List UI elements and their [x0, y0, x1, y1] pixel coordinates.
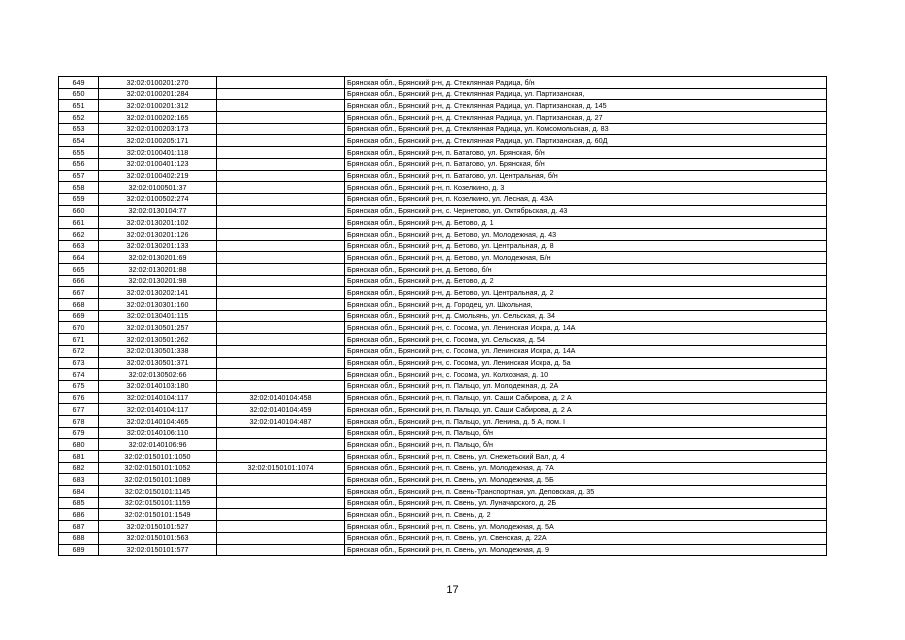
table-row — [59, 275, 827, 287]
address-cell: Брянская обл., Брянский р-н, п. Козелкино, д. 3 — [345, 182, 827, 194]
related-cadastral-number-cell — [217, 88, 345, 100]
cadastral-number-cell: 32:02:0130501:338 — [99, 345, 217, 357]
row-number-cell: 651 — [59, 100, 99, 112]
row-number-cell: 674 — [59, 369, 99, 381]
row-number-cell: 684 — [59, 486, 99, 498]
cadastral-number-cell: 32:02:0130501:262 — [99, 334, 217, 346]
related-cadastral-number-cell — [217, 100, 345, 112]
cadastral-number-cell: 32:02:0150101:577 — [99, 544, 217, 556]
address-cell: Брянская обл., Брянский р-н, п. Пальцо, ул. Молодежная, д. 2А — [345, 380, 827, 392]
related-cadastral-number-cell — [217, 521, 345, 533]
table-row — [59, 205, 827, 217]
cadastral-number-cell: 32:02:0130201:133 — [99, 240, 217, 252]
related-cadastral-number-cell — [217, 299, 345, 311]
table-row — [59, 509, 827, 521]
address-cell: Брянская обл., Брянский р-н, п. Пальцо, ул. Ленина, д. 5 А, пом. I — [345, 415, 827, 427]
cadastral-number-cell: 32:02:0140106:110 — [99, 427, 217, 439]
table-row — [59, 112, 827, 124]
table-row — [59, 158, 827, 170]
address-cell: Брянская обл., Брянский р-н, п. Пальцо, ул. Саши Сабирова, д. 2 А — [345, 392, 827, 404]
address-cell: Брянская обл., Брянский р-н, п. Свень, ул. Молодежная, д. 5Б — [345, 474, 827, 486]
table-row — [59, 345, 827, 357]
table-row — [59, 451, 827, 463]
cadastral-number-cell: 32:02:0100401:118 — [99, 147, 217, 159]
row-number-cell: 667 — [59, 287, 99, 299]
table-row — [59, 380, 827, 392]
table-row — [59, 334, 827, 346]
related-cadastral-number-cell — [217, 357, 345, 369]
related-cadastral-number-cell — [217, 228, 345, 240]
related-cadastral-number-cell — [217, 345, 345, 357]
address-cell: Брянская обл., Брянский р-н, д. Бетово, б/н — [345, 264, 827, 276]
related-cadastral-number-cell — [217, 193, 345, 205]
row-number-cell: 663 — [59, 240, 99, 252]
cadastral-number-cell: 32:02:0100501:37 — [99, 182, 217, 194]
related-cadastral-number-cell — [217, 334, 345, 346]
table-row — [59, 544, 827, 556]
related-cadastral-number-cell — [217, 123, 345, 135]
cadastral-number-cell: 32:02:0130201:126 — [99, 228, 217, 240]
address-cell: Брянская обл., Брянский р-н, с. Госома, ул. Ленинская Искра, д. 14А — [345, 322, 827, 334]
address-cell: Брянская обл., Брянский р-н, с. Госома, ул. Колхозная, д. 10 — [345, 369, 827, 381]
table-row — [59, 357, 827, 369]
table-row — [59, 299, 827, 311]
cadastral-number-cell: 32:02:0140104:117 — [99, 404, 217, 416]
table-row — [59, 170, 827, 182]
table-row — [59, 193, 827, 205]
cadastral-number-cell: 32:02:0100202:165 — [99, 112, 217, 124]
related-cadastral-number-cell — [217, 544, 345, 556]
cadastral-number-cell: 32:02:0150101:1050 — [99, 451, 217, 463]
row-number-cell: 669 — [59, 310, 99, 322]
cadastral-number-cell: 32:02:0100203:173 — [99, 123, 217, 135]
address-cell: Брянская обл., Брянский р-н, п. Пальцо, ул. Саши Сабирова, д. 2 А — [345, 404, 827, 416]
property-table — [58, 76, 827, 556]
row-number-cell: 655 — [59, 147, 99, 159]
table-row — [59, 135, 827, 147]
row-number-cell: 688 — [59, 532, 99, 544]
row-number-cell: 652 — [59, 112, 99, 124]
related-cadastral-number-cell — [217, 205, 345, 217]
address-cell: Брянская обл., Брянский р-н, д. Бетово, д. 2 — [345, 275, 827, 287]
row-number-cell: 681 — [59, 451, 99, 463]
related-cadastral-number-cell — [217, 147, 345, 159]
address-cell: Брянская обл., Брянский р-н, д. Бетово, ул. Молодежная, д. 43 — [345, 228, 827, 240]
address-cell: Брянская обл., Брянский р-н, д. Стеклянная Радица, ул. Партизанская, д. 60Д — [345, 135, 827, 147]
table-row — [59, 462, 827, 474]
address-cell: Брянская обл., Брянский р-н, д. Бетово, ул. Центральная, д. 8 — [345, 240, 827, 252]
row-number-cell: 677 — [59, 404, 99, 416]
row-number-cell: 670 — [59, 322, 99, 334]
address-cell: Брянская обл., Брянский р-н, с. Госома, ул. Сельская, д. 54 — [345, 334, 827, 346]
cadastral-number-cell: 32:02:0150101:1145 — [99, 486, 217, 498]
row-number-cell: 668 — [59, 299, 99, 311]
address-cell: Брянская обл., Брянский р-н, п. Свень-Транспортная, ул. Деповская, д. 35 — [345, 486, 827, 498]
related-cadastral-number-cell — [217, 322, 345, 334]
cadastral-number-cell: 32:02:0100205:171 — [99, 135, 217, 147]
cadastral-number-cell: 32:02:0100201:284 — [99, 88, 217, 100]
table-row — [59, 182, 827, 194]
address-cell: Брянская обл., Брянский р-н, д. Стеклянная Радица, ул. Партизанская, д. 27 — [345, 112, 827, 124]
row-number-cell: 672 — [59, 345, 99, 357]
cadastral-number-cell: 32:02:0130202:141 — [99, 287, 217, 299]
row-number-cell: 653 — [59, 123, 99, 135]
related-cadastral-number-cell — [217, 427, 345, 439]
related-cadastral-number-cell — [217, 451, 345, 463]
table-row — [59, 474, 827, 486]
table-row — [59, 404, 827, 416]
related-cadastral-number-cell: 32:02:0140104:458 — [217, 392, 345, 404]
row-number-cell: 682 — [59, 462, 99, 474]
address-cell: Брянская обл., Брянский р-н, д. Бетово, ул. Молодежная, Б/н — [345, 252, 827, 264]
cadastral-number-cell: 32:02:0140104:117 — [99, 392, 217, 404]
related-cadastral-number-cell — [217, 310, 345, 322]
row-number-cell: 657 — [59, 170, 99, 182]
table-row — [59, 264, 827, 276]
row-number-cell: 676 — [59, 392, 99, 404]
table-row — [59, 427, 827, 439]
related-cadastral-number-cell — [217, 474, 345, 486]
address-cell: Брянская обл., Брянский р-н, п. Свень, ул. Молодежная, д. 5А — [345, 521, 827, 533]
table-row — [59, 521, 827, 533]
cadastral-number-cell: 32:02:0100401:123 — [99, 158, 217, 170]
cadastral-number-cell: 32:02:0130502:66 — [99, 369, 217, 381]
address-cell: Брянская обл., Брянский р-н, д. Стеклянная Радица, б/н — [345, 77, 827, 89]
related-cadastral-number-cell: 32:02:0150101:1074 — [217, 462, 345, 474]
table-row — [59, 228, 827, 240]
row-number-cell: 678 — [59, 415, 99, 427]
related-cadastral-number-cell: 32:02:0140104:487 — [217, 415, 345, 427]
row-number-cell: 687 — [59, 521, 99, 533]
row-number-cell: 679 — [59, 427, 99, 439]
row-number-cell: 680 — [59, 439, 99, 451]
related-cadastral-number-cell — [217, 158, 345, 170]
row-number-cell: 649 — [59, 77, 99, 89]
table-row — [59, 147, 827, 159]
row-number-cell: 659 — [59, 193, 99, 205]
row-number-cell: 656 — [59, 158, 99, 170]
related-cadastral-number-cell — [217, 182, 345, 194]
row-number-cell: 685 — [59, 497, 99, 509]
address-cell: Брянская обл., Брянский р-н, д. Бетово, д. 1 — [345, 217, 827, 229]
related-cadastral-number-cell — [217, 170, 345, 182]
table-row — [59, 415, 827, 427]
row-number-cell: 675 — [59, 380, 99, 392]
cadastral-number-cell: 32:02:0130501:257 — [99, 322, 217, 334]
row-number-cell: 658 — [59, 182, 99, 194]
cadastral-number-cell: 32:02:0140104:465 — [99, 415, 217, 427]
cadastral-number-cell: 32:02:0100502:274 — [99, 193, 217, 205]
cadastral-number-cell: 32:02:0150101:1549 — [99, 509, 217, 521]
cadastral-number-cell: 32:02:0130501:371 — [99, 357, 217, 369]
row-number-cell: 686 — [59, 509, 99, 521]
related-cadastral-number-cell — [217, 287, 345, 299]
related-cadastral-number-cell — [217, 369, 345, 381]
property-table-body — [59, 77, 827, 556]
address-cell: Брянская обл., Брянский р-н, д. Стеклянная Радица, ул. Комсомольская, д. 83 — [345, 123, 827, 135]
cadastral-number-cell: 32:02:0150101:1159 — [99, 497, 217, 509]
row-number-cell: 689 — [59, 544, 99, 556]
table-row — [59, 310, 827, 322]
table-row — [59, 392, 827, 404]
address-cell: Брянская обл., Брянский р-н, п. Батагово, ул. Центральная, б/н — [345, 170, 827, 182]
row-number-cell: 660 — [59, 205, 99, 217]
cadastral-number-cell: 32:02:0150101:1089 — [99, 474, 217, 486]
related-cadastral-number-cell — [217, 486, 345, 498]
table-row — [59, 439, 827, 451]
related-cadastral-number-cell — [217, 77, 345, 89]
related-cadastral-number-cell — [217, 275, 345, 287]
address-cell: Брянская обл., Брянский р-н, д. Стеклянная Радица, ул. Партизанская, — [345, 88, 827, 100]
related-cadastral-number-cell: 32:02:0140104:459 — [217, 404, 345, 416]
address-cell: Брянская обл., Брянский р-н, п. Пальцо, б/н — [345, 427, 827, 439]
cadastral-number-cell: 32:02:0100201:312 — [99, 100, 217, 112]
related-cadastral-number-cell — [217, 380, 345, 392]
cadastral-number-cell: 32:02:0140103:180 — [99, 380, 217, 392]
table-row — [59, 497, 827, 509]
row-number-cell: 661 — [59, 217, 99, 229]
address-cell: Брянская обл., Брянский р-н, с. Госома, ул. Ленинская Искра, д. 5а — [345, 357, 827, 369]
related-cadastral-number-cell — [217, 252, 345, 264]
table-row — [59, 322, 827, 334]
table-row — [59, 77, 827, 89]
row-number-cell: 671 — [59, 334, 99, 346]
related-cadastral-number-cell — [217, 497, 345, 509]
related-cadastral-number-cell — [217, 264, 345, 276]
cadastral-number-cell: 32:02:0140106:96 — [99, 439, 217, 451]
address-cell: Брянская обл., Брянский р-н, п. Батагово, ул. Брянская, б/н — [345, 147, 827, 159]
row-number-cell: 650 — [59, 88, 99, 100]
cadastral-number-cell: 32:02:0150101:563 — [99, 532, 217, 544]
row-number-cell: 666 — [59, 275, 99, 287]
address-cell: Брянская обл., Брянский р-н, п. Свень, ул. Молодежная, д. 9 — [345, 544, 827, 556]
related-cadastral-number-cell — [217, 240, 345, 252]
row-number-cell: 683 — [59, 474, 99, 486]
related-cadastral-number-cell — [217, 217, 345, 229]
table-row — [59, 486, 827, 498]
cadastral-number-cell: 32:02:0130201:102 — [99, 217, 217, 229]
related-cadastral-number-cell — [217, 439, 345, 451]
page-number: 17 — [446, 584, 459, 596]
row-number-cell: 673 — [59, 357, 99, 369]
table-row — [59, 88, 827, 100]
address-cell: Брянская обл., Брянский р-н, п. Батагово, ул. Брянская, б/н — [345, 158, 827, 170]
table-row — [59, 532, 827, 544]
cadastral-number-cell: 32:02:0150101:527 — [99, 521, 217, 533]
address-cell: Брянская обл., Брянский р-н, п. Свень, ул. Молодежная, д. 7А — [345, 462, 827, 474]
row-number-cell: 654 — [59, 135, 99, 147]
address-cell: Брянская обл., Брянский р-н, п. Козелкино, ул. Лесная, д. 43А — [345, 193, 827, 205]
address-cell: Брянская обл., Брянский р-н, п. Свень, ул. Луначарского, д. 2Б — [345, 497, 827, 509]
cadastral-number-cell: 32:02:0130401:115 — [99, 310, 217, 322]
cadastral-number-cell: 32:02:0130301:160 — [99, 299, 217, 311]
row-number-cell: 662 — [59, 228, 99, 240]
address-cell: Брянская обл., Брянский р-н, с. Чернетово, ул. Октябрьская, д. 43 — [345, 205, 827, 217]
address-cell: Брянская обл., Брянский р-н, д. Бетово, ул. Центральная, д. 2 — [345, 287, 827, 299]
related-cadastral-number-cell — [217, 532, 345, 544]
cadastral-number-cell: 32:02:0130201:98 — [99, 275, 217, 287]
address-cell: Брянская обл., Брянский р-н, д. Городец, ул. Школьная, — [345, 299, 827, 311]
table-row — [59, 287, 827, 299]
address-cell: Брянская обл., Брянский р-н, п. Свень, д. 2 — [345, 509, 827, 521]
related-cadastral-number-cell — [217, 135, 345, 147]
table-row — [59, 100, 827, 112]
related-cadastral-number-cell — [217, 509, 345, 521]
related-cadastral-number-cell — [217, 112, 345, 124]
cadastral-number-cell: 32:02:0100402:219 — [99, 170, 217, 182]
cadastral-number-cell: 32:02:0100201:270 — [99, 77, 217, 89]
address-cell: Брянская обл., Брянский р-н, с. Госома, ул. Ленинская Искра, д. 14А — [345, 345, 827, 357]
cadastral-number-cell: 32:02:0130201:88 — [99, 264, 217, 276]
address-cell: Брянская обл., Брянский р-н, п. Пальцо, б/н — [345, 439, 827, 451]
cadastral-number-cell: 32:02:0130201:69 — [99, 252, 217, 264]
address-cell: Брянская обл., Брянский р-н, д. Смольянь, ул. Сельская, д. 34 — [345, 310, 827, 322]
table-row — [59, 252, 827, 264]
cadastral-number-cell: 32:02:0150101:1052 — [99, 462, 217, 474]
address-cell: Брянская обл., Брянский р-н, п. Свень, ул. Снежетьский Вал, д. 4 — [345, 451, 827, 463]
row-number-cell: 664 — [59, 252, 99, 264]
table-row — [59, 123, 827, 135]
address-cell: Брянская обл., Брянский р-н, д. Стеклянная Радица, ул. Партизанская, д. 145 — [345, 100, 827, 112]
table-row — [59, 240, 827, 252]
row-number-cell: 665 — [59, 264, 99, 276]
table-row — [59, 369, 827, 381]
table-row — [59, 217, 827, 229]
address-cell: Брянская обл., Брянский р-н, п. Свень, ул. Свенская, д. 22А — [345, 532, 827, 544]
cadastral-number-cell: 32:02:0130104:77 — [99, 205, 217, 217]
